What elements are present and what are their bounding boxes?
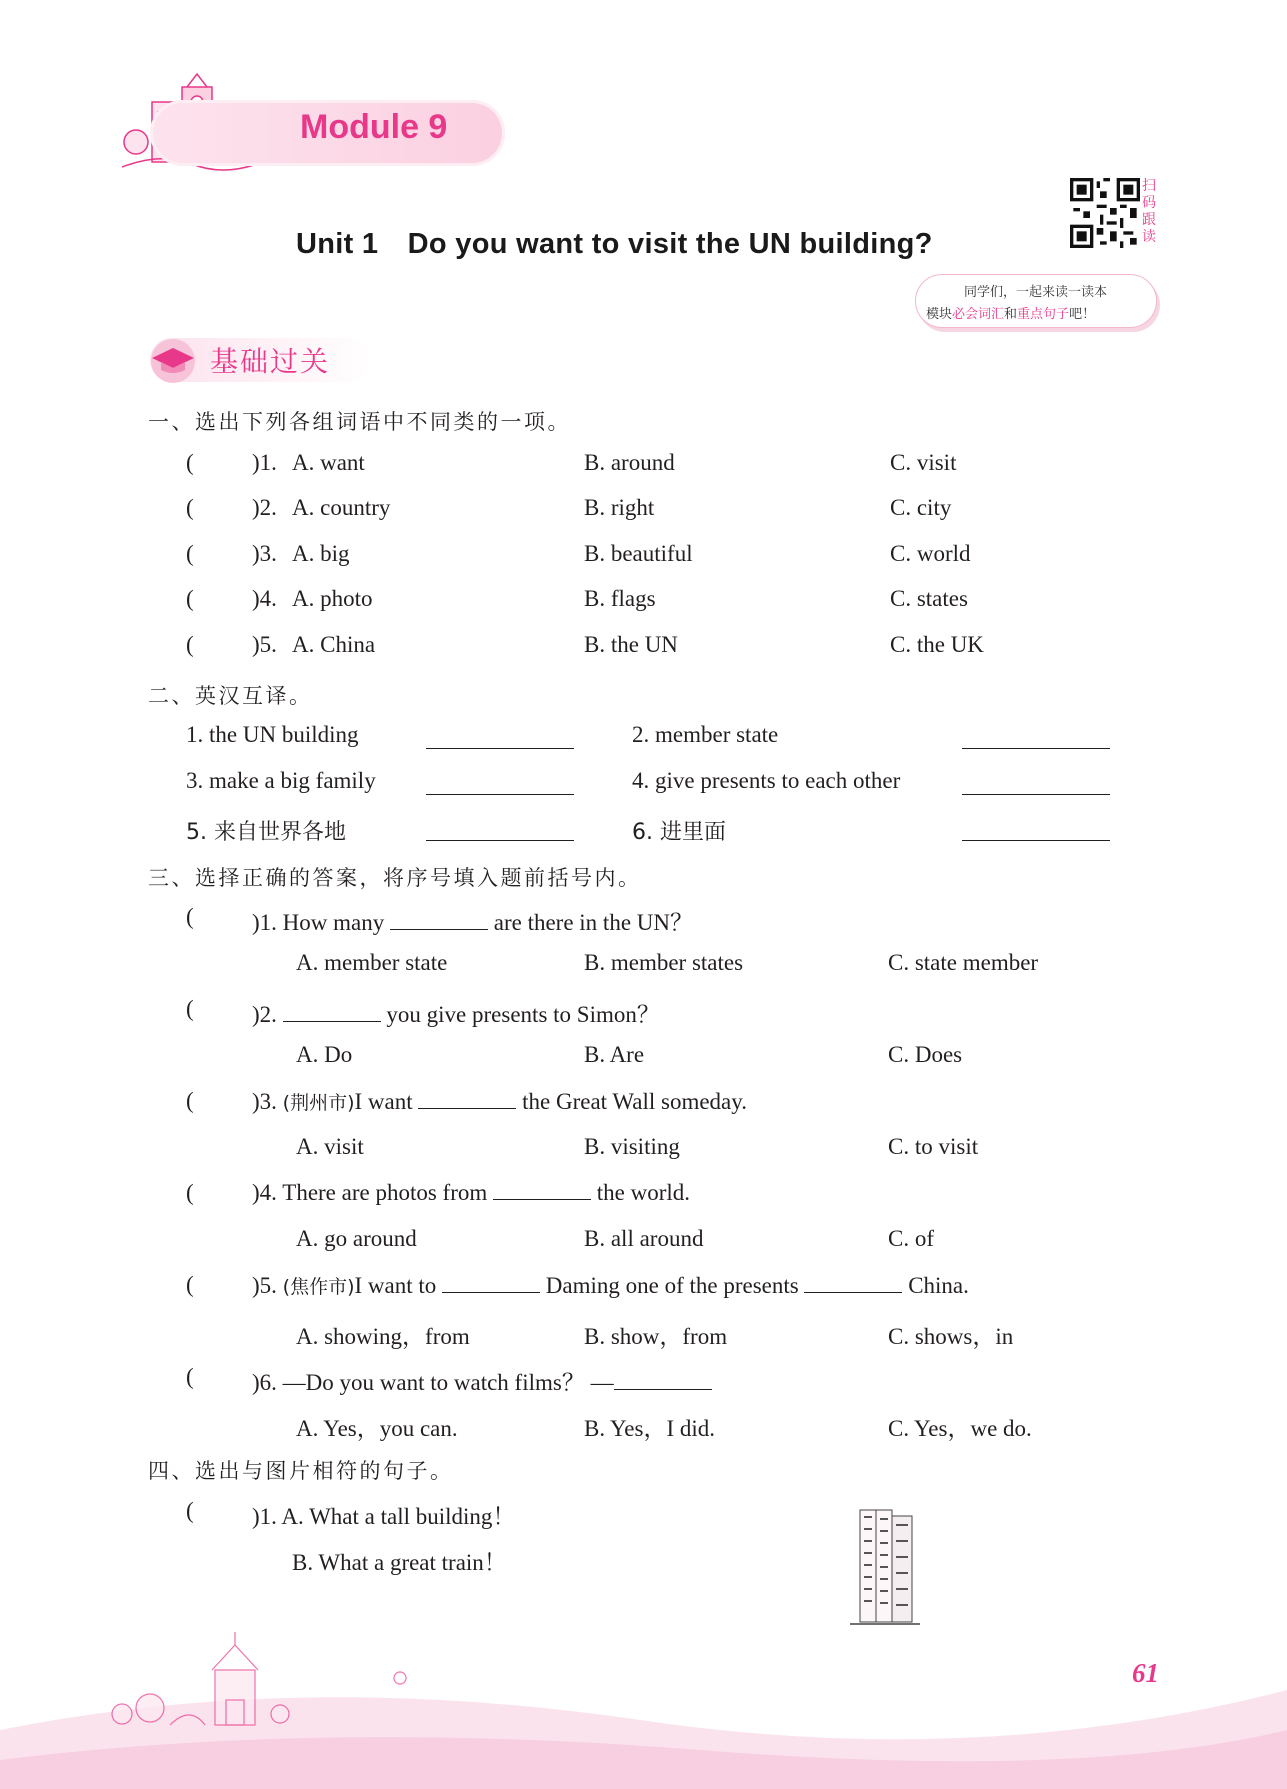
option-b[interactable]: B. the UN <box>584 632 678 657</box>
question-4: )4. There are photos from the world. <box>252 1180 691 1205</box>
question-3: )3. (荆州市)I want the Great Wall someday. <box>252 1089 748 1114</box>
option-c[interactable]: C. Does <box>888 1042 963 1067</box>
tip-line-1: 同学们，一起来读一读本 <box>964 285 1108 300</box>
answer-paren[interactable]: ( <box>186 1088 194 1113</box>
footer-decoration <box>0 1610 1287 1789</box>
option-a[interactable]: A. China <box>292 632 376 657</box>
answer-blank[interactable] <box>426 748 574 749</box>
picture-question-1: )1. A. What a tall building！ <box>252 1504 516 1529</box>
translate-item-2: 2. member state <box>632 722 779 747</box>
option-c[interactable]: C. world <box>890 541 971 566</box>
option-a[interactable]: A. go around <box>296 1226 417 1251</box>
answer-paren[interactable]: ( <box>186 1364 194 1389</box>
answer-paren[interactable]: ( <box>186 586 194 611</box>
question-number: )4. <box>252 586 277 611</box>
option-a[interactable]: A. photo <box>292 586 373 611</box>
option-c[interactable]: C. city <box>890 495 952 520</box>
answer-paren[interactable]: ( <box>186 904 194 929</box>
tip-bubble <box>915 274 1157 328</box>
question-number: )5. <box>252 632 277 657</box>
option-b[interactable]: B. visiting <box>584 1134 680 1159</box>
translate-item-6: 6. 进里面 <box>632 820 726 845</box>
qr-label: 扫码跟读 <box>1142 178 1156 245</box>
translate-item-5: 5. 来自世界各地 <box>186 820 346 845</box>
answer-paren[interactable]: ( <box>186 1180 194 1205</box>
option-b[interactable]: B. around <box>584 450 675 475</box>
answer-blank[interactable] <box>962 748 1110 749</box>
answer-paren[interactable]: ( <box>186 1498 194 1523</box>
option-b[interactable]: B. all around <box>584 1226 704 1251</box>
unit-title: Unit 1 Do you want to visit the UN building? <box>296 228 933 260</box>
part4-heading: 四、选出与图片相符的句子。 <box>148 1459 454 1483</box>
option-a[interactable]: A. Do <box>296 1042 353 1067</box>
picture-option-b: B. What a great train！ <box>292 1550 507 1575</box>
graduation-cap-icon <box>146 334 200 384</box>
translate-item-4: 4. give presents to each other <box>632 768 901 793</box>
answer-paren[interactable]: ( <box>186 632 194 657</box>
question-number: )3. <box>252 541 277 566</box>
question-number: )2. <box>252 495 277 520</box>
section-title: 基础过关 <box>210 345 331 378</box>
answer-blank[interactable] <box>426 840 574 841</box>
option-c[interactable]: C. shows，in <box>888 1324 1014 1349</box>
tip-line-2: 模块必会词汇和重点句子吧！ <box>926 307 1096 322</box>
question-6: )6. —Do you want to watch films？ — <box>252 1364 712 1397</box>
option-b[interactable]: B. member states <box>584 950 744 975</box>
option-a[interactable]: A. big <box>292 541 350 566</box>
option-b[interactable]: B. beautiful <box>584 541 693 566</box>
option-a[interactable]: A. want <box>292 450 365 475</box>
option-c[interactable]: C. states <box>890 586 968 611</box>
option-b[interactable]: B. Yes，I did. <box>584 1416 716 1441</box>
answer-paren[interactable]: ( <box>186 1272 194 1297</box>
option-c[interactable]: C. visit <box>890 450 957 475</box>
qr-code-icon[interactable] <box>1070 178 1140 248</box>
option-c[interactable]: C. of <box>888 1226 934 1251</box>
question-2: )2. you give presents to Simon？ <box>252 1002 660 1027</box>
answer-paren[interactable]: ( <box>186 541 194 566</box>
option-b[interactable]: B. Are <box>584 1042 645 1067</box>
option-c[interactable]: C. Yes，we do. <box>888 1416 1032 1441</box>
part1-heading: 一、选出下列各组词语中不同类的一项。 <box>148 410 571 434</box>
tall-building-picture <box>846 1506 924 1626</box>
answer-blank[interactable] <box>426 794 574 795</box>
part2-heading: 二、英汉互译。 <box>148 684 313 708</box>
option-a[interactable]: A. country <box>292 495 391 520</box>
option-a[interactable]: A. showing，from <box>296 1324 470 1349</box>
question-1: )1. How many are there in the UN？ <box>252 910 694 935</box>
question-number: )1. <box>252 450 277 475</box>
answer-paren[interactable]: ( <box>186 996 194 1021</box>
option-a[interactable]: A. visit <box>296 1134 364 1159</box>
option-c[interactable]: C. to visit <box>888 1134 979 1159</box>
option-b[interactable]: B. flags <box>584 586 656 611</box>
option-c[interactable]: C. the UK <box>890 632 984 657</box>
translate-item-3: 3. make a big family <box>186 768 376 793</box>
answer-blank[interactable] <box>962 794 1110 795</box>
option-b[interactable]: B. right <box>584 495 655 520</box>
module-title: Module 9 <box>300 108 448 146</box>
option-b[interactable]: B. show，from <box>584 1324 728 1349</box>
translate-item-1: 1. the UN building <box>186 722 359 747</box>
answer-blank[interactable] <box>962 840 1110 841</box>
option-c[interactable]: C. state member <box>888 950 1039 975</box>
answer-paren[interactable]: ( <box>186 450 194 475</box>
question-5: )5. (焦作市)I want to Daming one of the presents China. <box>252 1273 969 1298</box>
page-number: 61 <box>1132 1658 1159 1688</box>
answer-paren[interactable]: ( <box>186 495 194 520</box>
part3-heading: 三、选择正确的答案，将序号填入题前括号内。 <box>148 866 642 890</box>
option-a[interactable]: A. member state <box>296 950 448 975</box>
option-a[interactable]: A. Yes，you can. <box>296 1416 458 1441</box>
